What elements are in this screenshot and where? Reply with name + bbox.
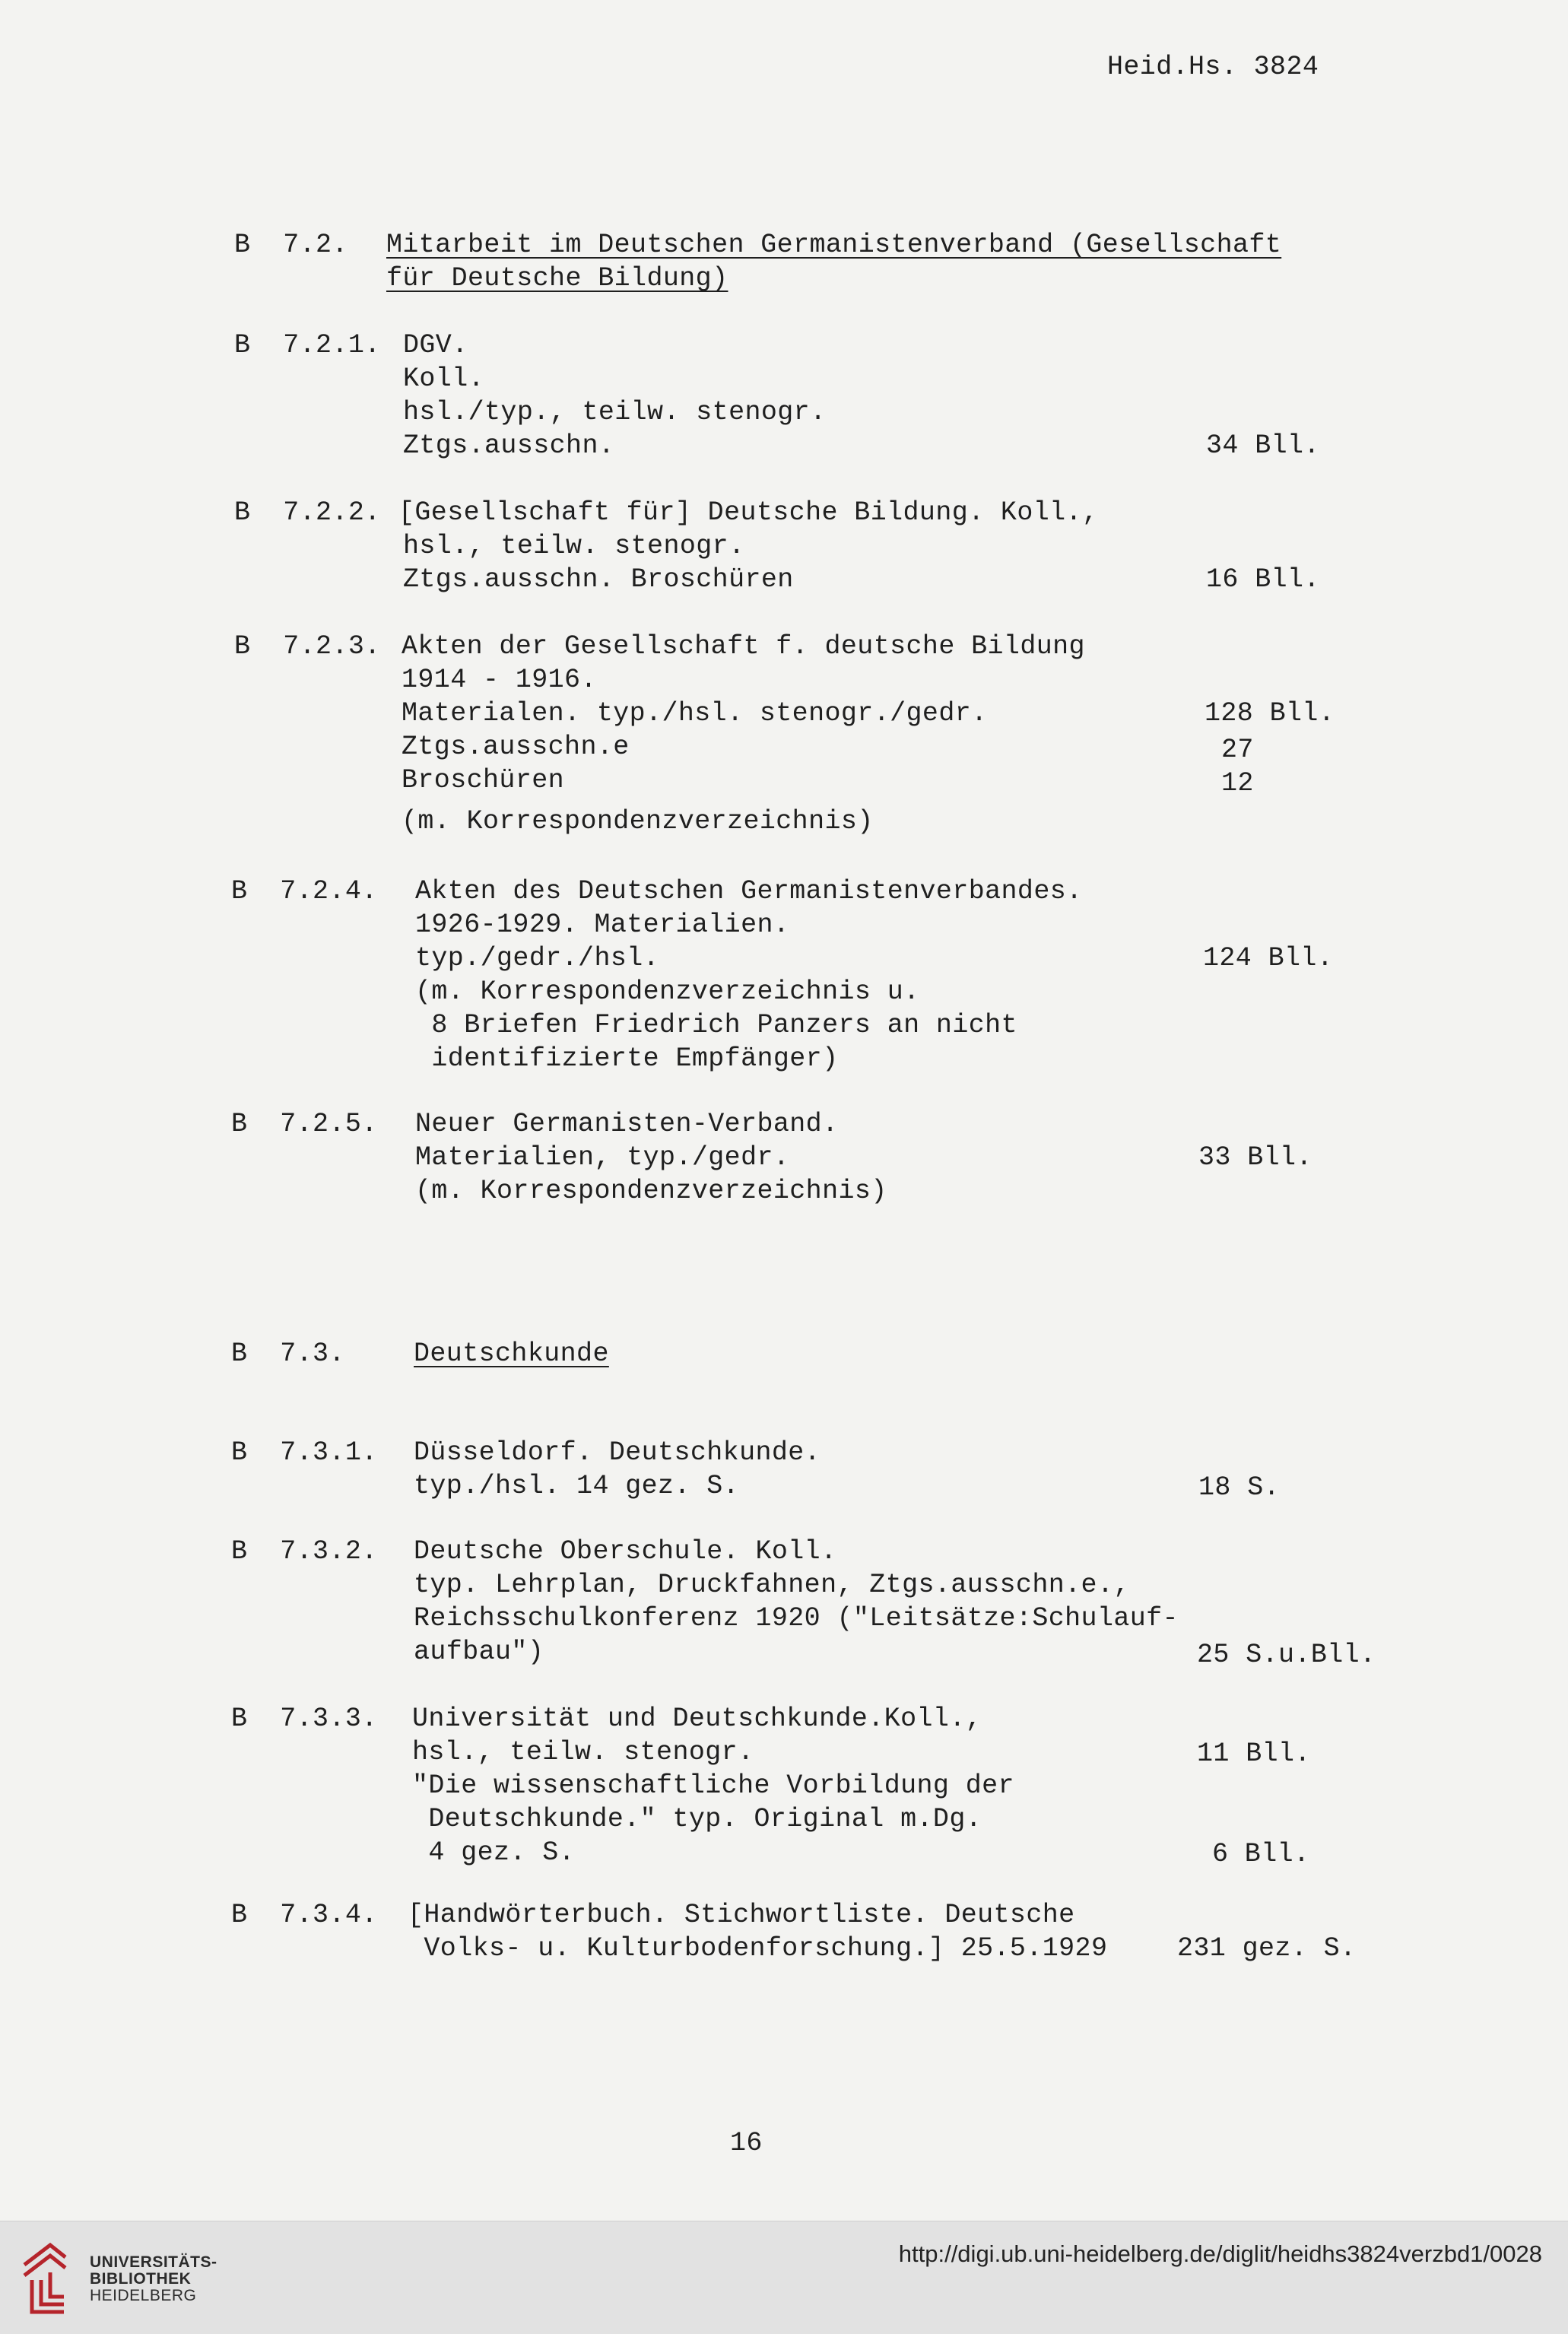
- entry-line: [Gesellschaft für] Deutsche Bildung. Koll.,: [398, 497, 1099, 528]
- entry-line: 4 gez. S.: [412, 1837, 576, 1868]
- entry-line: "Die wissenschaftliche Vorbildung der: [412, 1770, 1014, 1801]
- shelfmark: Heid.Hs. 3824: [1107, 52, 1319, 82]
- leaf-count: 12: [1221, 768, 1254, 799]
- entry-line: aufbau"): [414, 1637, 544, 1667]
- entry-line: Akten der Gesellschaft f. deutsche Bildung: [402, 631, 1085, 662]
- permalink-url[interactable]: http://digi.ub.uni-heidelberg.de/diglit/heidhs3824verzbd1/0028: [898, 2240, 1542, 2267]
- entry-line: Ztgs.ausschn.e: [402, 732, 630, 762]
- leaf-count: 128 Bll.: [1205, 698, 1335, 729]
- leaf-count: 16 Bll.: [1206, 564, 1320, 595]
- library-name-line: UNIVERSITÄTS-: [90, 2253, 217, 2271]
- entry-line: 8 Briefen Friedrich Panzers an nicht: [415, 1010, 1017, 1040]
- entry-number: B 7.2.4.: [231, 876, 378, 907]
- entry-number: B 7.3.3.: [231, 1704, 378, 1734]
- entry-line: [Handwörterbuch. Stichwortliste. Deutsche: [408, 1900, 1075, 1930]
- footer-bar: [0, 2221, 1568, 2334]
- entry-line: Deutsche Oberschule. Koll.: [414, 1536, 837, 1567]
- leaf-count: 231 gez. S.: [1177, 1933, 1357, 1964]
- entry-line: Neuer Germanisten-Verband.: [415, 1109, 839, 1139]
- entry-line: Ztgs.ausschn. Broschüren: [403, 564, 794, 595]
- entry-line: typ./gedr./hsl.: [415, 943, 660, 973]
- entry-number: B 7.3.4.: [231, 1900, 378, 1930]
- section-title-line: Deutschkunde: [414, 1338, 609, 1369]
- section-number: B 7.3.: [231, 1338, 345, 1369]
- entry-line: DGV.: [403, 330, 468, 360]
- entry-line: Ztgs.ausschn.: [403, 430, 615, 461]
- page-number: 16: [730, 2128, 763, 2158]
- library-name-line: HEIDELBERG: [90, 2287, 197, 2304]
- entry-line: (m. Korrespondenzverzeichnis u.: [415, 976, 920, 1007]
- library-name-line: BIBLIOTHEK: [90, 2270, 192, 2288]
- entry-line: Reichsschulkonferenz 1920 ("Leitsätze:Schulauf-: [414, 1603, 1179, 1634]
- entry-line: hsl., teilw. stenogr.: [412, 1737, 754, 1767]
- entry-line: 1914 - 1916.: [402, 665, 597, 695]
- entry-line: Koll.: [403, 364, 485, 394]
- entry-line: typ. Lehrplan, Druckfahnen, Ztgs.ausschn.e.,: [414, 1570, 1130, 1600]
- entry-number: B 7.2.3.: [234, 631, 381, 662]
- entry-line: Materialien, typ./gedr.: [415, 1142, 790, 1173]
- leaf-count: 25 S.u.Bll.: [1197, 1640, 1376, 1670]
- entry-line: Akten des Deutschen Germanistenverbandes.: [415, 876, 1083, 907]
- section-title-line: für Deutsche Bildung): [386, 263, 728, 294]
- entry-line: Volks- u. Kulturbodenforschung.] 25.5.1929: [408, 1933, 1108, 1964]
- leaf-count: 6 Bll.: [1212, 1839, 1310, 1869]
- ub-heidelberg-logo-icon[interactable]: [17, 2236, 78, 2320]
- entry-line: Broschüren: [402, 765, 565, 795]
- entry-line: 1926-1929. Materialien.: [415, 910, 790, 940]
- entry-line: Düsseldorf. Deutschkunde.: [414, 1437, 821, 1468]
- entry-line: (m. Korrespondenzverzeichnis): [415, 1176, 887, 1206]
- section-title-line: Mitarbeit im Deutschen Germanistenverband (Gesellschaft: [386, 230, 1282, 260]
- entry-line: typ./hsl. 14 gez. S.: [414, 1471, 740, 1501]
- entry-line: hsl., teilw. stenogr.: [403, 531, 745, 561]
- entry-line: Universität und Deutschkunde.Koll.,: [412, 1704, 982, 1734]
- entry-number: B 7.3.1.: [231, 1437, 378, 1468]
- leaf-count: 18 S.: [1198, 1472, 1281, 1503]
- entry-number: B 7.2.5.: [231, 1109, 378, 1139]
- leaf-count: 33 Bll.: [1198, 1142, 1312, 1173]
- entry-line: hsl./typ., teilw. stenogr.: [403, 397, 827, 427]
- leaf-count: 11 Bll.: [1197, 1739, 1311, 1769]
- entry-line: Deutschkunde." typ. Original m.Dg.: [412, 1804, 982, 1834]
- entry-line: Materialen. typ./hsl. stenogr./gedr.: [402, 698, 988, 729]
- entry-line: (m. Korrespondenzverzeichnis): [402, 806, 874, 837]
- entry-number: B 7.2.1.: [234, 330, 381, 360]
- section-number: B 7.2.: [234, 230, 348, 260]
- entry-number: B 7.3.2.: [231, 1536, 378, 1567]
- entry-line: identifizierte Empfänger): [415, 1043, 839, 1074]
- leaf-count: 34 Bll.: [1206, 430, 1320, 461]
- leaf-count: 124 Bll.: [1203, 943, 1334, 973]
- entry-number: B 7.2.2.: [234, 497, 381, 528]
- leaf-count: 27: [1221, 735, 1254, 765]
